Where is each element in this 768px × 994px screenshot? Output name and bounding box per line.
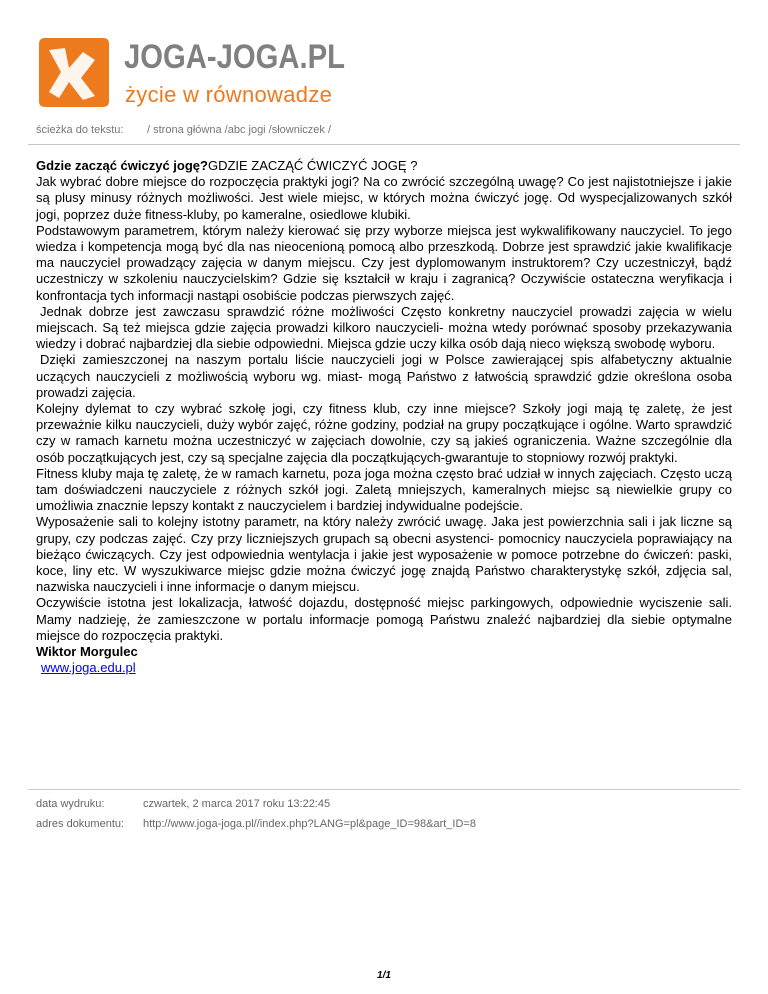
- article-title-bold: Gdzie zacząć ćwiczyć jogę?: [36, 158, 208, 173]
- meta-divider: [28, 789, 740, 790]
- article-body: [36, 158, 732, 677]
- author-name: Wiktor Morgulec: [36, 644, 138, 660]
- paragraph-2: Podstawowym parametrem, którym należy kierować się przy wyborze miejsca jest wykwalifikowany nauczyciel. To jego wiedza i kompetencja mogą być dla nas nieocenioną pomocą albo przeszkodą. Dobrze jest sprawdzić jakie kwalifikacje ma nauczyciel prowadzący zajęcia w danym miejscu. Czy jest dyplomowanym instruktorem? Czy uczestniczył, bądź uczestniczy w szkoleniu nauczycielskim? Gdzie się kształcił w kraju i zagranicą? Oczywiście ostateczna weryfikacja i konfrontacja tych informacji nastąpi osobiście podczas pierwszych zajęć.: [36, 222, 732, 303]
- article-title: [36, 158, 732, 174]
- author-website-link[interactable]: www.joga.edu.pl: [41, 660, 136, 676]
- document-address-value[interactable]: http://www.joga-joga.pl//index.php?LANG=pl&page_ID=98&art_ID=8: [143, 818, 476, 830]
- logo-tagline: życie w równowadze: [125, 82, 333, 107]
- paragraph-6: Fitness kluby maja tę zaletę, że w ramach karnetu, poza joga można często brać udział w innych zajęciach. Często uczą tam doświadczeni nauczyciele z różnych szkół jogi. Zaletą mniejszych, kameralnych miejsc są niewielkie grupy co umożliwia znacznie lepszy kontakt z nauczycielem i bardziej indywidualne podejście.: [36, 465, 732, 514]
- print-date-label: data wydruku:: [36, 798, 105, 810]
- breadcrumb-label: ścieżka do tekstu:: [36, 124, 124, 136]
- logo-title: JOGA-JOGA.PL: [124, 38, 345, 76]
- paragraph-3: Jednak dobrze jest zawczasu sprawdzić różne możliwości Często konkretny nauczyciel prowadzi zajęcia w wielu miejscach. Są też miejsca gdzie zajęcia prowadzi kilkoro nauczycieli- można wtedy porównać sposoby przekazywania wiedzy i dobrać najbardziej dla siebie odpowiedni. Miejsca gdzie uczy kilka osób dają nieco większą swobodę wyboru.: [36, 303, 732, 352]
- paragraph-8: Oczywiście istotna jest lokalizacja, łatwość dojazdu, dostępność miejsc parkingowych, odpowiednie wyciszenie sali. Mamy nadzieję, że zamieszczone w portalu informacje pomogą Państwu znaleźć najbardziej dla siebie optymalne miejsce do rozpoczęcia praktyki.: [36, 595, 732, 643]
- article-title-caps: GDZIE ZACZĄĆ ĆWICZYĆ JOGĘ ?: [207, 158, 418, 173]
- logo-icon: [39, 38, 109, 107]
- paragraph-4: Dzięki zamieszczonej na naszym portalu liście nauczycieli jogi w Polsce zawierającej spis alfabetyczny aktualnie uczących nauczycieli z możliwością wyboru wg. miast- mogą Państwo z łatwością sprawdzić gdzie określona osoba prowadzi zajęcia.: [36, 352, 732, 400]
- paragraph-1: Jak wybrać dobre miejsce do rozpoczęcia praktyki jogi? Na co zwrócić szczególną uwagę? Co jest najistotniejsze i jakie są plusy minusy różnych możliwości. Jest wiele miejsc, w których można ćwiczyć jogę. Od wyspecjalizowanych szkół jogi, poprzez duże fitness-kluby, po kameralne, osiedlowe klubiki.: [36, 174, 732, 222]
- paragraph-5: Kolejny dylemat to czy wybrać szkołę jogi, czy fitness klub, czy inne miejsce? Szkoły jogi mają tę zaletę, że jest przeważnie kilku nauczycieli, duży wybór zajęć, różne godziny, podział na grupy początkujące i ogólne. Warto sprawdzić czy w ramach karnetu można uczestniczyć w zajęciach dowolnie, czy są jakieś ograniczenia. Ważne szczególnie dla osób początkujących jest, czy są specjalne zajęcia dla początkujących-gwarantuje to stopniowy rozwój praktyki.: [36, 401, 732, 465]
- paragraph-7: Wyposażenie sali to kolejny istotny parametr, na który należy zwrócić uwagę. Jaka jest powierzchnia sali i jak liczne są grupy, czy podczas zajęć. Czy przy liczniejszych grupach są obecni asystenci- pomocnicy nauczyciela poprawiający na bieżąco ćwiczących. Czy jest odpowiednia wentylacja i jakie jest wyposażenie w pomoce potrzebne do ćwiczeń: paski, koce, liny etc. W wyszukiwarce miejsc gdzie można ćwiczyć jogę znajdą Państwo charakterystykę szkół, zdjęcia sal, nazwiska nauczycieli i inne informacje o danym miejscu.: [36, 514, 732, 595]
- page-number: 1/1: [377, 970, 391, 981]
- breadcrumb-path[interactable]: / strona główna /abc jogi /słowniczek /: [147, 124, 332, 136]
- header-divider: [28, 144, 740, 145]
- print-date-value: czwartek, 2 marca 2017 roku 13:22:45: [143, 798, 331, 810]
- document-address-label: adres dokumentu:: [36, 818, 125, 830]
